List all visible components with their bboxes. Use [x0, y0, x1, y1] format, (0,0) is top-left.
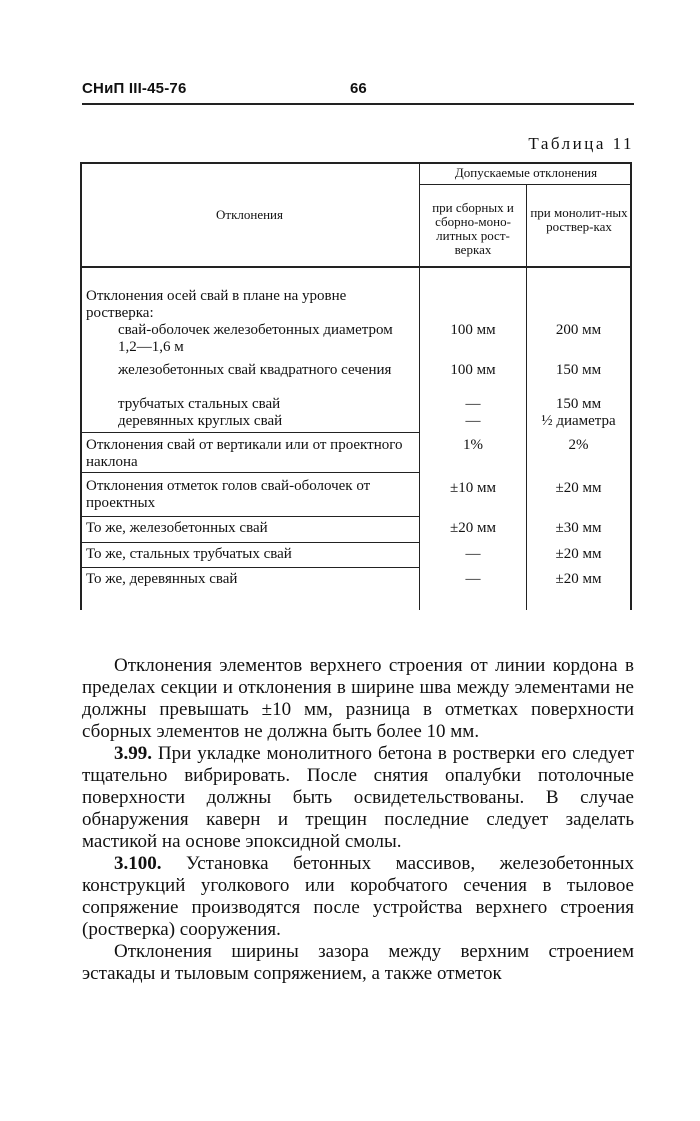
table-value-monolithic: 150 мм — [555, 396, 602, 412]
table-value-monolithic: ±20 мм — [555, 480, 602, 496]
table-row-rule — [80, 542, 420, 543]
table-row-label: Отклонения отметок голов свай-оболочек от проектных — [86, 478, 371, 511]
table-value-monolithic: 150 мм — [555, 362, 602, 378]
table-value-precast: 100 мм — [450, 322, 496, 338]
column-header-precast: при сборных и сборно-моно-литных рост-верках — [432, 200, 514, 257]
deviations-table — [80, 162, 632, 610]
paragraph — [82, 853, 634, 941]
table-value-precast: 100 мм — [450, 362, 496, 378]
table-row-label: То же, железобетонных свай — [86, 520, 268, 536]
table-header-bottom — [80, 266, 632, 268]
table-row-label: деревянных круглых свай — [118, 413, 283, 429]
table-value-monolithic: 200 мм — [555, 322, 602, 338]
table-top-border — [80, 162, 632, 164]
table-right-border — [630, 162, 632, 610]
table-row-label: Отклонения осей свай в плане на уровне ростверка: — [86, 288, 347, 321]
table-value-precast: — — [465, 396, 481, 412]
clause-number: 3.99. — [114, 743, 152, 764]
clause-number: 3.100. — [114, 853, 162, 874]
table-value-precast: ±10 мм — [450, 480, 496, 496]
table-row-label: железобетонных свай квадратного сечения — [118, 362, 392, 378]
table-value-monolithic: ±20 мм — [555, 571, 602, 587]
page-number: 66 — [350, 80, 367, 97]
table-row-label: Отклонения свай от вертикали или от проектного наклона — [86, 437, 403, 470]
running-header — [82, 80, 634, 110]
clause-text: Установка бетонных массивов, железобетонных конструкций уголкового или коробчатого сечения в тыловое сопряжение производятся после устройства верхнего строения (ростверка) сооружения. — [82, 853, 634, 940]
table-row-rule — [80, 472, 420, 473]
table-row-rule — [80, 432, 420, 433]
table-value-precast: — — [465, 413, 481, 429]
header-rule — [82, 103, 634, 105]
table-row-label: свай-оболочек железобетонных диаметром 1,2—1,6 м — [118, 322, 393, 355]
table-caption: Таблица 11 — [528, 134, 634, 153]
table-row-label: трубчатых стальных свай — [118, 396, 281, 412]
paragraph: Отклонения элементов верхнего строения от линии кордона в пределах секции и отклонения в ширине шва между элементами не должны превышать ±10 мм, разница в отметках поверхности сборных элементов не должна быть более 10 мм. — [82, 655, 634, 742]
table-value-precast: ±20 мм — [450, 520, 496, 536]
table-value-precast: — — [465, 571, 481, 587]
column-group-header: Допускаемые отклонения — [454, 165, 598, 180]
table-value-monolithic: ½ диаметра — [541, 413, 616, 429]
table-value-precast: — — [465, 546, 481, 562]
table-row-rule — [80, 516, 420, 517]
column-header-deviations: Отклонения — [216, 207, 283, 222]
paragraph — [82, 743, 634, 853]
table-row-label: То же, деревянных свай — [86, 571, 238, 587]
document-code: СНиП III-45-76 — [82, 80, 187, 97]
table-row-rule — [80, 567, 420, 568]
clause-text: При укладке монолитного бетона в ростверки его следует тщательно вибрировать. После снятия опалубки потолочные поверхности должны быть освидетельствованы. В случае обнаружения каверн и трещин последние следует заделать мастикой на основе эпоксидной смолы. — [82, 743, 634, 852]
table-value-monolithic: ±20 мм — [555, 546, 602, 562]
table-row-label: То же, стальных трубчатых свай — [86, 546, 292, 562]
column-header-monolithic: при монолит-ных роствер-ках — [530, 205, 628, 234]
body-text — [82, 655, 634, 985]
table-value-monolithic: ±30 мм — [555, 520, 602, 536]
table-value-precast: 1% — [463, 437, 483, 453]
paragraph: Отклонения ширины зазора между верхним строением эстакады и тыловым сопряжением, а также отметок — [82, 941, 634, 984]
table-value-monolithic: 2% — [568, 437, 589, 453]
